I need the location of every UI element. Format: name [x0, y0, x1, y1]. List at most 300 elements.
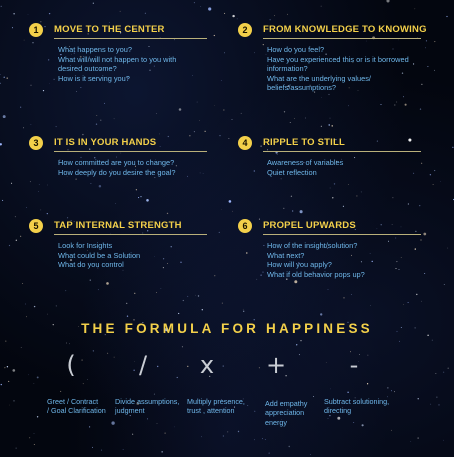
- star: [221, 209, 222, 210]
- question-line: How is it serving you?: [58, 73, 130, 83]
- star: [229, 138, 230, 139]
- star: [40, 21, 41, 22]
- star: [405, 104, 407, 106]
- star: [263, 245, 264, 246]
- star: [106, 282, 109, 285]
- question-line: How deeply do you desire the goal?: [58, 167, 176, 177]
- star: [123, 270, 124, 271]
- star: [254, 440, 255, 441]
- star: [296, 344, 297, 345]
- star: [444, 284, 445, 285]
- star: [243, 311, 244, 312]
- star: [26, 316, 27, 317]
- star: [162, 451, 163, 452]
- star: [20, 236, 21, 237]
- star: [96, 124, 97, 125]
- star: [332, 197, 333, 198]
- divider: [54, 151, 207, 152]
- star: [416, 294, 417, 295]
- star: [430, 404, 431, 405]
- step-number-badge: 4: [238, 136, 252, 150]
- star: [39, 184, 40, 185]
- star: [198, 295, 199, 296]
- star: [424, 273, 425, 274]
- star: [53, 79, 54, 80]
- star: [232, 119, 233, 120]
- star: [328, 418, 329, 419]
- question-line: What could be a Solution: [58, 250, 141, 260]
- question-line: What next?: [267, 250, 305, 260]
- star: [96, 115, 97, 116]
- star: [418, 438, 419, 439]
- star: [32, 42, 33, 43]
- star: [260, 274, 261, 275]
- star: [98, 289, 99, 290]
- star: [49, 13, 50, 14]
- star: [67, 217, 68, 218]
- star: [9, 245, 10, 246]
- star: [12, 27, 13, 28]
- star: [12, 369, 15, 372]
- star: [421, 240, 422, 241]
- star: [187, 296, 188, 297]
- step-questions: [58, 158, 208, 177]
- star: [448, 248, 449, 249]
- star: [300, 210, 303, 213]
- star: [330, 188, 331, 189]
- star: [0, 143, 2, 145]
- star: [392, 197, 393, 198]
- star: [90, 280, 91, 281]
- star: [30, 181, 31, 182]
- star: [254, 411, 255, 412]
- star: [362, 424, 364, 426]
- operator-label-add: Add empathy appreciation energy: [265, 399, 308, 427]
- star: [320, 313, 322, 315]
- star: [425, 47, 426, 48]
- star: [414, 8, 415, 9]
- star: [47, 213, 48, 214]
- star: [443, 372, 444, 373]
- star: [219, 232, 220, 233]
- star: [28, 14, 29, 15]
- star: [201, 6, 202, 7]
- star: [434, 41, 435, 42]
- star: [140, 196, 141, 197]
- question-line: Have you experienced this or is it borrowed information?: [267, 54, 409, 74]
- star: [22, 283, 23, 284]
- star: [101, 450, 102, 451]
- star: [223, 110, 224, 111]
- divide-symbol: /: [138, 351, 148, 379]
- star: [265, 439, 266, 440]
- star: [104, 103, 105, 104]
- star: [343, 206, 344, 207]
- star: [194, 131, 195, 132]
- star: [436, 397, 437, 398]
- star: [65, 290, 66, 291]
- star: [0, 83, 1, 84]
- star: [154, 394, 155, 395]
- star: [221, 80, 222, 81]
- star: [398, 40, 399, 41]
- star: [344, 297, 345, 298]
- star: [16, 240, 17, 241]
- star: [224, 52, 225, 53]
- star: [423, 233, 426, 236]
- star: [430, 174, 431, 175]
- star: [13, 13, 14, 14]
- question-line: Look for Insights: [58, 241, 113, 250]
- multiply-symbol: x: [199, 351, 215, 379]
- star: [23, 127, 24, 128]
- star: [377, 141, 378, 142]
- star: [136, 189, 137, 190]
- star: [246, 252, 247, 253]
- star: [337, 417, 340, 420]
- star: [243, 309, 244, 310]
- star: [114, 118, 115, 119]
- star: [419, 205, 420, 206]
- star: [4, 77, 5, 78]
- star: [13, 400, 14, 401]
- star: [391, 430, 392, 431]
- star: [418, 398, 419, 399]
- star: [214, 275, 215, 276]
- star: [3, 115, 6, 118]
- star: [367, 383, 368, 384]
- star: [332, 125, 333, 126]
- star: [56, 305, 57, 306]
- star: [224, 13, 225, 14]
- star: [109, 22, 110, 23]
- star: [394, 104, 395, 105]
- star: [167, 213, 168, 214]
- star: [281, 178, 282, 179]
- star: [381, 104, 382, 105]
- star: [356, 195, 357, 196]
- star: [321, 97, 322, 98]
- question-line: How committed are you to change?: [58, 158, 175, 167]
- star: [274, 15, 275, 16]
- star: [440, 181, 441, 182]
- star: [223, 435, 224, 436]
- star: [328, 94, 329, 95]
- star: [396, 102, 397, 103]
- star: [115, 203, 116, 204]
- star: [146, 199, 149, 202]
- divider: [263, 234, 421, 235]
- star: [183, 300, 184, 301]
- star: [66, 343, 67, 344]
- star: [168, 136, 169, 137]
- question-line: What will/will not happen to you with desired outcome?: [58, 54, 177, 74]
- star: [25, 304, 26, 305]
- star: [34, 444, 35, 445]
- star: [174, 39, 175, 40]
- star: [220, 135, 221, 136]
- star: [300, 340, 301, 341]
- question-line: How of the insight/solution?: [267, 241, 358, 250]
- star: [100, 120, 101, 121]
- star: [334, 183, 335, 184]
- star: [195, 295, 196, 296]
- star: [161, 288, 162, 289]
- star: [34, 433, 35, 434]
- step-questions: [58, 241, 208, 270]
- star: [254, 170, 255, 171]
- star: [259, 219, 260, 220]
- star: [386, 0, 389, 2]
- star: [93, 350, 94, 351]
- star: [381, 224, 382, 225]
- star: [7, 78, 8, 79]
- star: [263, 44, 264, 45]
- star: [83, 383, 84, 384]
- star: [69, 343, 70, 344]
- star: [408, 138, 411, 141]
- star: [439, 404, 440, 405]
- step-title: IT IS IN YOUR HANDS: [54, 137, 157, 148]
- star: [160, 146, 161, 147]
- star: [270, 19, 271, 20]
- star: [361, 191, 362, 192]
- step-questions: [267, 45, 417, 93]
- star: [427, 66, 428, 67]
- star: [16, 448, 17, 449]
- star: [111, 421, 114, 424]
- star: [284, 111, 285, 112]
- question-line: What are the underlying values/ beliefs/assumptions?: [267, 73, 371, 93]
- star: [232, 15, 234, 17]
- star: [277, 154, 278, 155]
- star: [89, 148, 90, 149]
- star: [89, 426, 90, 427]
- star: [76, 91, 77, 92]
- star: [11, 183, 12, 184]
- star: [201, 436, 202, 437]
- step-questions: [267, 241, 417, 279]
- star: [177, 377, 178, 378]
- star: [214, 35, 215, 36]
- star: [292, 210, 293, 211]
- star: [56, 126, 57, 127]
- star: [21, 347, 22, 348]
- star: [37, 416, 38, 417]
- star: [432, 340, 433, 341]
- star: [294, 280, 297, 283]
- star: [421, 301, 422, 302]
- star: [394, 391, 395, 392]
- star: [421, 84, 422, 85]
- star: [399, 341, 400, 342]
- star: [232, 211, 233, 212]
- star: [291, 196, 292, 197]
- question-line: What happens to you?: [58, 45, 132, 54]
- star: [321, 126, 322, 127]
- star: [214, 105, 215, 106]
- step-title: MOVE TO THE CENTER: [54, 24, 165, 35]
- star: [145, 13, 146, 14]
- star: [0, 74, 1, 75]
- divider: [263, 38, 421, 39]
- star: [24, 40, 25, 41]
- star: [411, 441, 412, 442]
- star: [164, 432, 165, 433]
- step-title: TAP INTERNAL STRENGTH: [54, 220, 182, 231]
- star: [92, 447, 93, 448]
- divider: [263, 151, 421, 152]
- star: [326, 362, 327, 363]
- star: [82, 134, 83, 135]
- formula-title: THE FORMULA FOR HAPPINESS: [81, 321, 373, 336]
- star: [202, 309, 203, 310]
- star: [263, 272, 264, 273]
- step-questions: [267, 158, 417, 177]
- star: [208, 7, 211, 10]
- star: [330, 389, 331, 390]
- star: [353, 422, 354, 423]
- star: [370, 306, 371, 307]
- star: [254, 52, 255, 53]
- star: [401, 227, 402, 228]
- star: [305, 118, 306, 119]
- star: [5, 340, 6, 341]
- star: [289, 446, 290, 447]
- star: [38, 191, 39, 192]
- star: [37, 376, 39, 378]
- question-line: How do you feel?: [267, 45, 325, 54]
- star: [328, 289, 329, 290]
- star: [420, 108, 421, 109]
- star: [189, 135, 190, 136]
- star: [47, 314, 48, 315]
- star: [90, 183, 91, 184]
- divider: [54, 38, 207, 39]
- star: [395, 238, 396, 239]
- star: [31, 85, 32, 86]
- star: [387, 387, 388, 388]
- star: [174, 427, 175, 428]
- step-number-badge: 3: [29, 136, 43, 150]
- star: [26, 207, 27, 208]
- star: [199, 120, 200, 121]
- star: [452, 147, 453, 148]
- star: [159, 134, 160, 135]
- star: [436, 373, 437, 374]
- step-title: FROM KNOWLEDGE TO KNOWING: [263, 24, 427, 35]
- star: [329, 124, 330, 125]
- star: [134, 293, 135, 294]
- star: [238, 431, 239, 432]
- star: [290, 122, 291, 123]
- star: [99, 185, 101, 187]
- operator-label-subtract: Subtract solutioning, directing: [324, 397, 390, 416]
- star: [156, 113, 157, 114]
- star: [403, 96, 404, 97]
- star: [29, 437, 30, 438]
- question-line: What do you control: [58, 260, 124, 270]
- star: [34, 383, 35, 384]
- star: [426, 40, 427, 41]
- star: [222, 303, 223, 304]
- star: [313, 396, 314, 397]
- star: [138, 197, 139, 198]
- star: [179, 108, 182, 111]
- question-line: How will you apply?: [267, 260, 332, 270]
- star: [434, 170, 435, 171]
- star: [147, 418, 148, 419]
- step-questions: [58, 45, 208, 83]
- star: [127, 316, 128, 317]
- star: [229, 200, 232, 203]
- star: [107, 353, 108, 354]
- star: [182, 346, 183, 347]
- star: [9, 405, 10, 406]
- star: [48, 59, 49, 60]
- star: [408, 302, 409, 303]
- star: [47, 185, 48, 186]
- star: [287, 14, 288, 15]
- star: [75, 178, 76, 179]
- star: [205, 131, 206, 132]
- star: [178, 313, 179, 314]
- star: [262, 438, 263, 439]
- operator-label-multiply: Multiply presence, trust , attention: [187, 397, 245, 416]
- star: [241, 113, 242, 114]
- star: [283, 208, 284, 209]
- star: [443, 440, 444, 441]
- star: [330, 118, 331, 119]
- star: [8, 381, 9, 382]
- star: [28, 374, 29, 375]
- star: [60, 391, 61, 392]
- star: [40, 210, 41, 211]
- star: [93, 3, 94, 4]
- star: [15, 216, 16, 217]
- star: [4, 367, 5, 368]
- star: [321, 6, 322, 7]
- star: [157, 423, 158, 424]
- star: [377, 228, 378, 229]
- star: [7, 366, 8, 367]
- star: [49, 83, 50, 84]
- star: [408, 203, 409, 204]
- question-line: Awareness of variables: [267, 158, 344, 167]
- star: [237, 19, 238, 20]
- step-title: PROPEL UPWARDS: [263, 220, 356, 231]
- step-title: RIPPLE TO STILL: [263, 137, 345, 148]
- star: [44, 26, 45, 27]
- star: [114, 357, 115, 358]
- star: [123, 449, 124, 450]
- star: [257, 279, 258, 280]
- step-number-badge: 5: [29, 219, 43, 233]
- operator-label-divide: Divide assumptions, judgment: [115, 397, 180, 416]
- star: [31, 124, 32, 125]
- star: [348, 105, 349, 106]
- star: [434, 70, 435, 71]
- star: [120, 11, 121, 12]
- star: [194, 2, 195, 3]
- star: [403, 304, 404, 305]
- question-line: Quiet reflection: [267, 167, 317, 177]
- star: [20, 107, 21, 108]
- star: [156, 292, 157, 293]
- star: [392, 224, 393, 225]
- step-number-badge: 2: [238, 23, 252, 37]
- step-number-badge: 6: [238, 219, 252, 233]
